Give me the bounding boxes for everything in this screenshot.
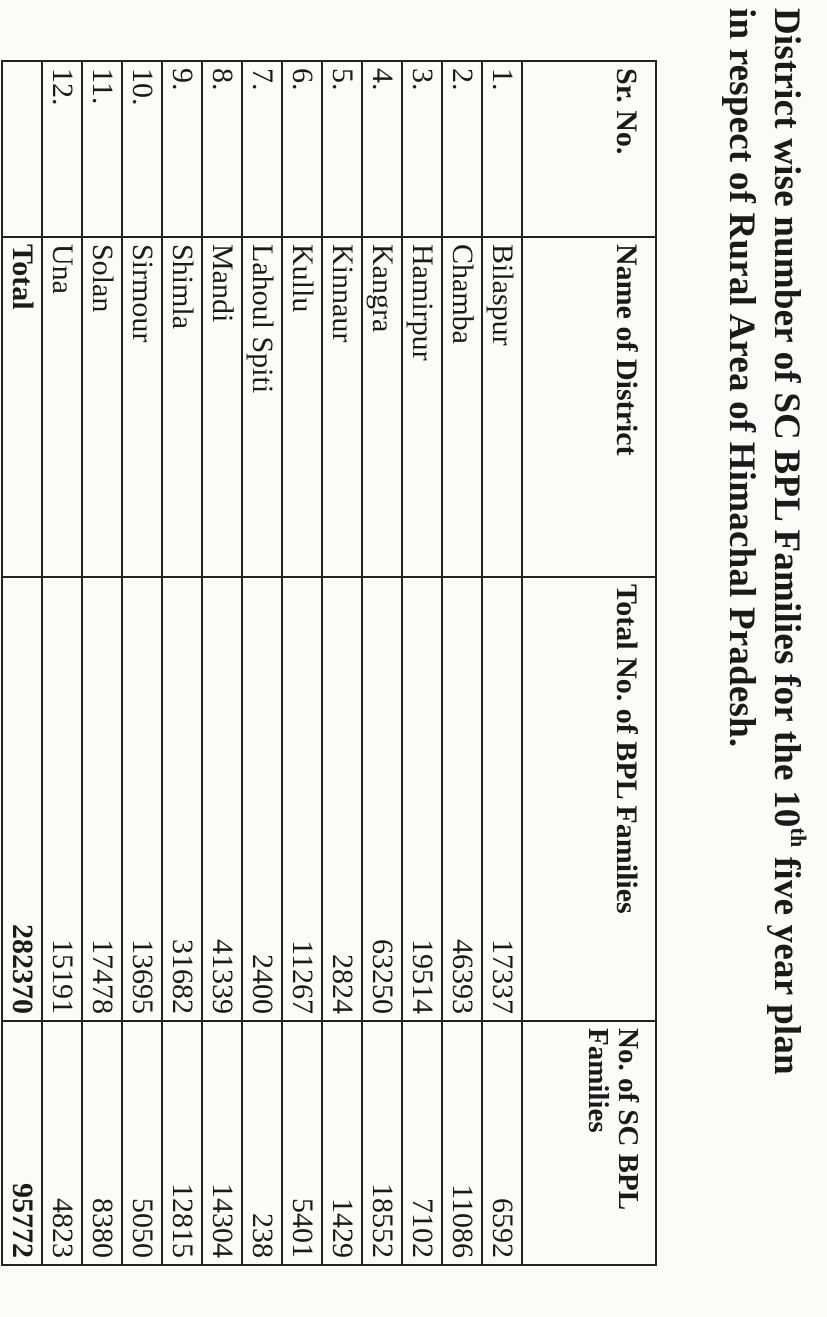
header-total-bpl: Total No. of BPL Families bbox=[522, 577, 656, 1021]
cell-total-label: Total bbox=[2, 237, 42, 577]
document-title bbox=[719, 8, 809, 1308]
title-line1-prefix: District wise number of SC BPL Families for the 10 bbox=[766, 8, 807, 828]
cell-sc-bpl: 6592 bbox=[482, 1021, 522, 1265]
table-row bbox=[282, 61, 322, 1265]
cell-total-bpl: 41339 bbox=[202, 577, 242, 1021]
table-total-row bbox=[2, 61, 42, 1265]
cell-sc-bpl: 1429 bbox=[322, 1021, 362, 1265]
cell-district: Hamirpur bbox=[402, 237, 442, 577]
table-row bbox=[482, 61, 522, 1265]
cell-sr-no: 2. bbox=[442, 61, 482, 237]
cell-sc-bpl: 11086 bbox=[442, 1021, 482, 1265]
cell-district: Una bbox=[42, 237, 82, 577]
cell-total-bpl: 13695 bbox=[122, 577, 162, 1021]
cell-total-bpl-sum: 282370 bbox=[2, 577, 42, 1021]
cell-sr-no: 4. bbox=[362, 61, 402, 237]
cell-sc-bpl: 5401 bbox=[282, 1021, 322, 1265]
cell-sr-no: 8. bbox=[202, 61, 242, 237]
cell-district: Mandi bbox=[202, 237, 242, 577]
cell-district: Lahoul Spiti bbox=[242, 237, 282, 577]
cell-sr-no: 1. bbox=[482, 61, 522, 237]
cell-district: Solan bbox=[82, 237, 122, 577]
cell-total-bpl: 17337 bbox=[482, 577, 522, 1021]
table-row bbox=[122, 61, 162, 1265]
cell-total-empty bbox=[2, 61, 42, 237]
title-superscript: th bbox=[786, 827, 811, 848]
table-row bbox=[322, 61, 362, 1265]
table-row bbox=[442, 61, 482, 1265]
cell-district: Sirmour bbox=[122, 237, 162, 577]
cell-district: Chamba bbox=[442, 237, 482, 577]
cell-district: Bilaspur bbox=[482, 237, 522, 577]
cell-sr-no: 12. bbox=[42, 61, 82, 237]
cell-district: Kinnaur bbox=[322, 237, 362, 577]
cell-sr-no: 5. bbox=[322, 61, 362, 237]
cell-total-bpl: 15191 bbox=[42, 577, 82, 1021]
table-row bbox=[42, 61, 82, 1265]
bpl-families-table bbox=[1, 60, 657, 1266]
cell-district: Kullu bbox=[282, 237, 322, 577]
table-header-row bbox=[522, 61, 656, 1265]
header-sc-bpl: No. of SC BPL Families bbox=[522, 1021, 656, 1265]
cell-total-sc-sum: 95772 bbox=[2, 1021, 42, 1265]
cell-district: Shimla bbox=[162, 237, 202, 577]
cell-total-bpl: 31682 bbox=[162, 577, 202, 1021]
cell-sc-bpl: 5050 bbox=[122, 1021, 162, 1265]
cell-sr-no: 10. bbox=[122, 61, 162, 237]
cell-sc-bpl: 8380 bbox=[82, 1021, 122, 1265]
table-row bbox=[362, 61, 402, 1265]
table-row bbox=[402, 61, 442, 1265]
title-line1-suffix: five year plan bbox=[766, 847, 807, 1075]
cell-total-bpl: 11267 bbox=[282, 577, 322, 1021]
table-body bbox=[2, 61, 522, 1265]
table-row bbox=[242, 61, 282, 1265]
cell-total-bpl: 2824 bbox=[322, 577, 362, 1021]
cell-total-bpl: 46393 bbox=[442, 577, 482, 1021]
cell-sc-bpl: 14304 bbox=[202, 1021, 242, 1265]
cell-total-bpl: 19514 bbox=[402, 577, 442, 1021]
cell-sr-no: 11. bbox=[82, 61, 122, 237]
table-row bbox=[82, 61, 122, 1265]
table-row bbox=[162, 61, 202, 1265]
title-line2: in respect of Rural Area of Himachal Pradesh. bbox=[721, 8, 762, 748]
cell-total-bpl: 17478 bbox=[82, 577, 122, 1021]
cell-sc-bpl: 18552 bbox=[362, 1021, 402, 1265]
cell-sr-no: 6. bbox=[282, 61, 322, 237]
header-district: Name of District bbox=[522, 237, 656, 577]
cell-sc-bpl: 238 bbox=[242, 1021, 282, 1265]
cell-sr-no: 3. bbox=[402, 61, 442, 237]
cell-sr-no: 7. bbox=[242, 61, 282, 237]
cell-sr-no: 9. bbox=[162, 61, 202, 237]
cell-total-bpl: 63250 bbox=[362, 577, 402, 1021]
table-row bbox=[202, 61, 242, 1265]
cell-sc-bpl: 4823 bbox=[42, 1021, 82, 1265]
cell-sc-bpl: 7102 bbox=[402, 1021, 442, 1265]
cell-sc-bpl: 12815 bbox=[162, 1021, 202, 1265]
header-sr-no: Sr. No. bbox=[522, 61, 656, 237]
cell-district: Kangra bbox=[362, 237, 402, 577]
cell-total-bpl: 2400 bbox=[242, 577, 282, 1021]
